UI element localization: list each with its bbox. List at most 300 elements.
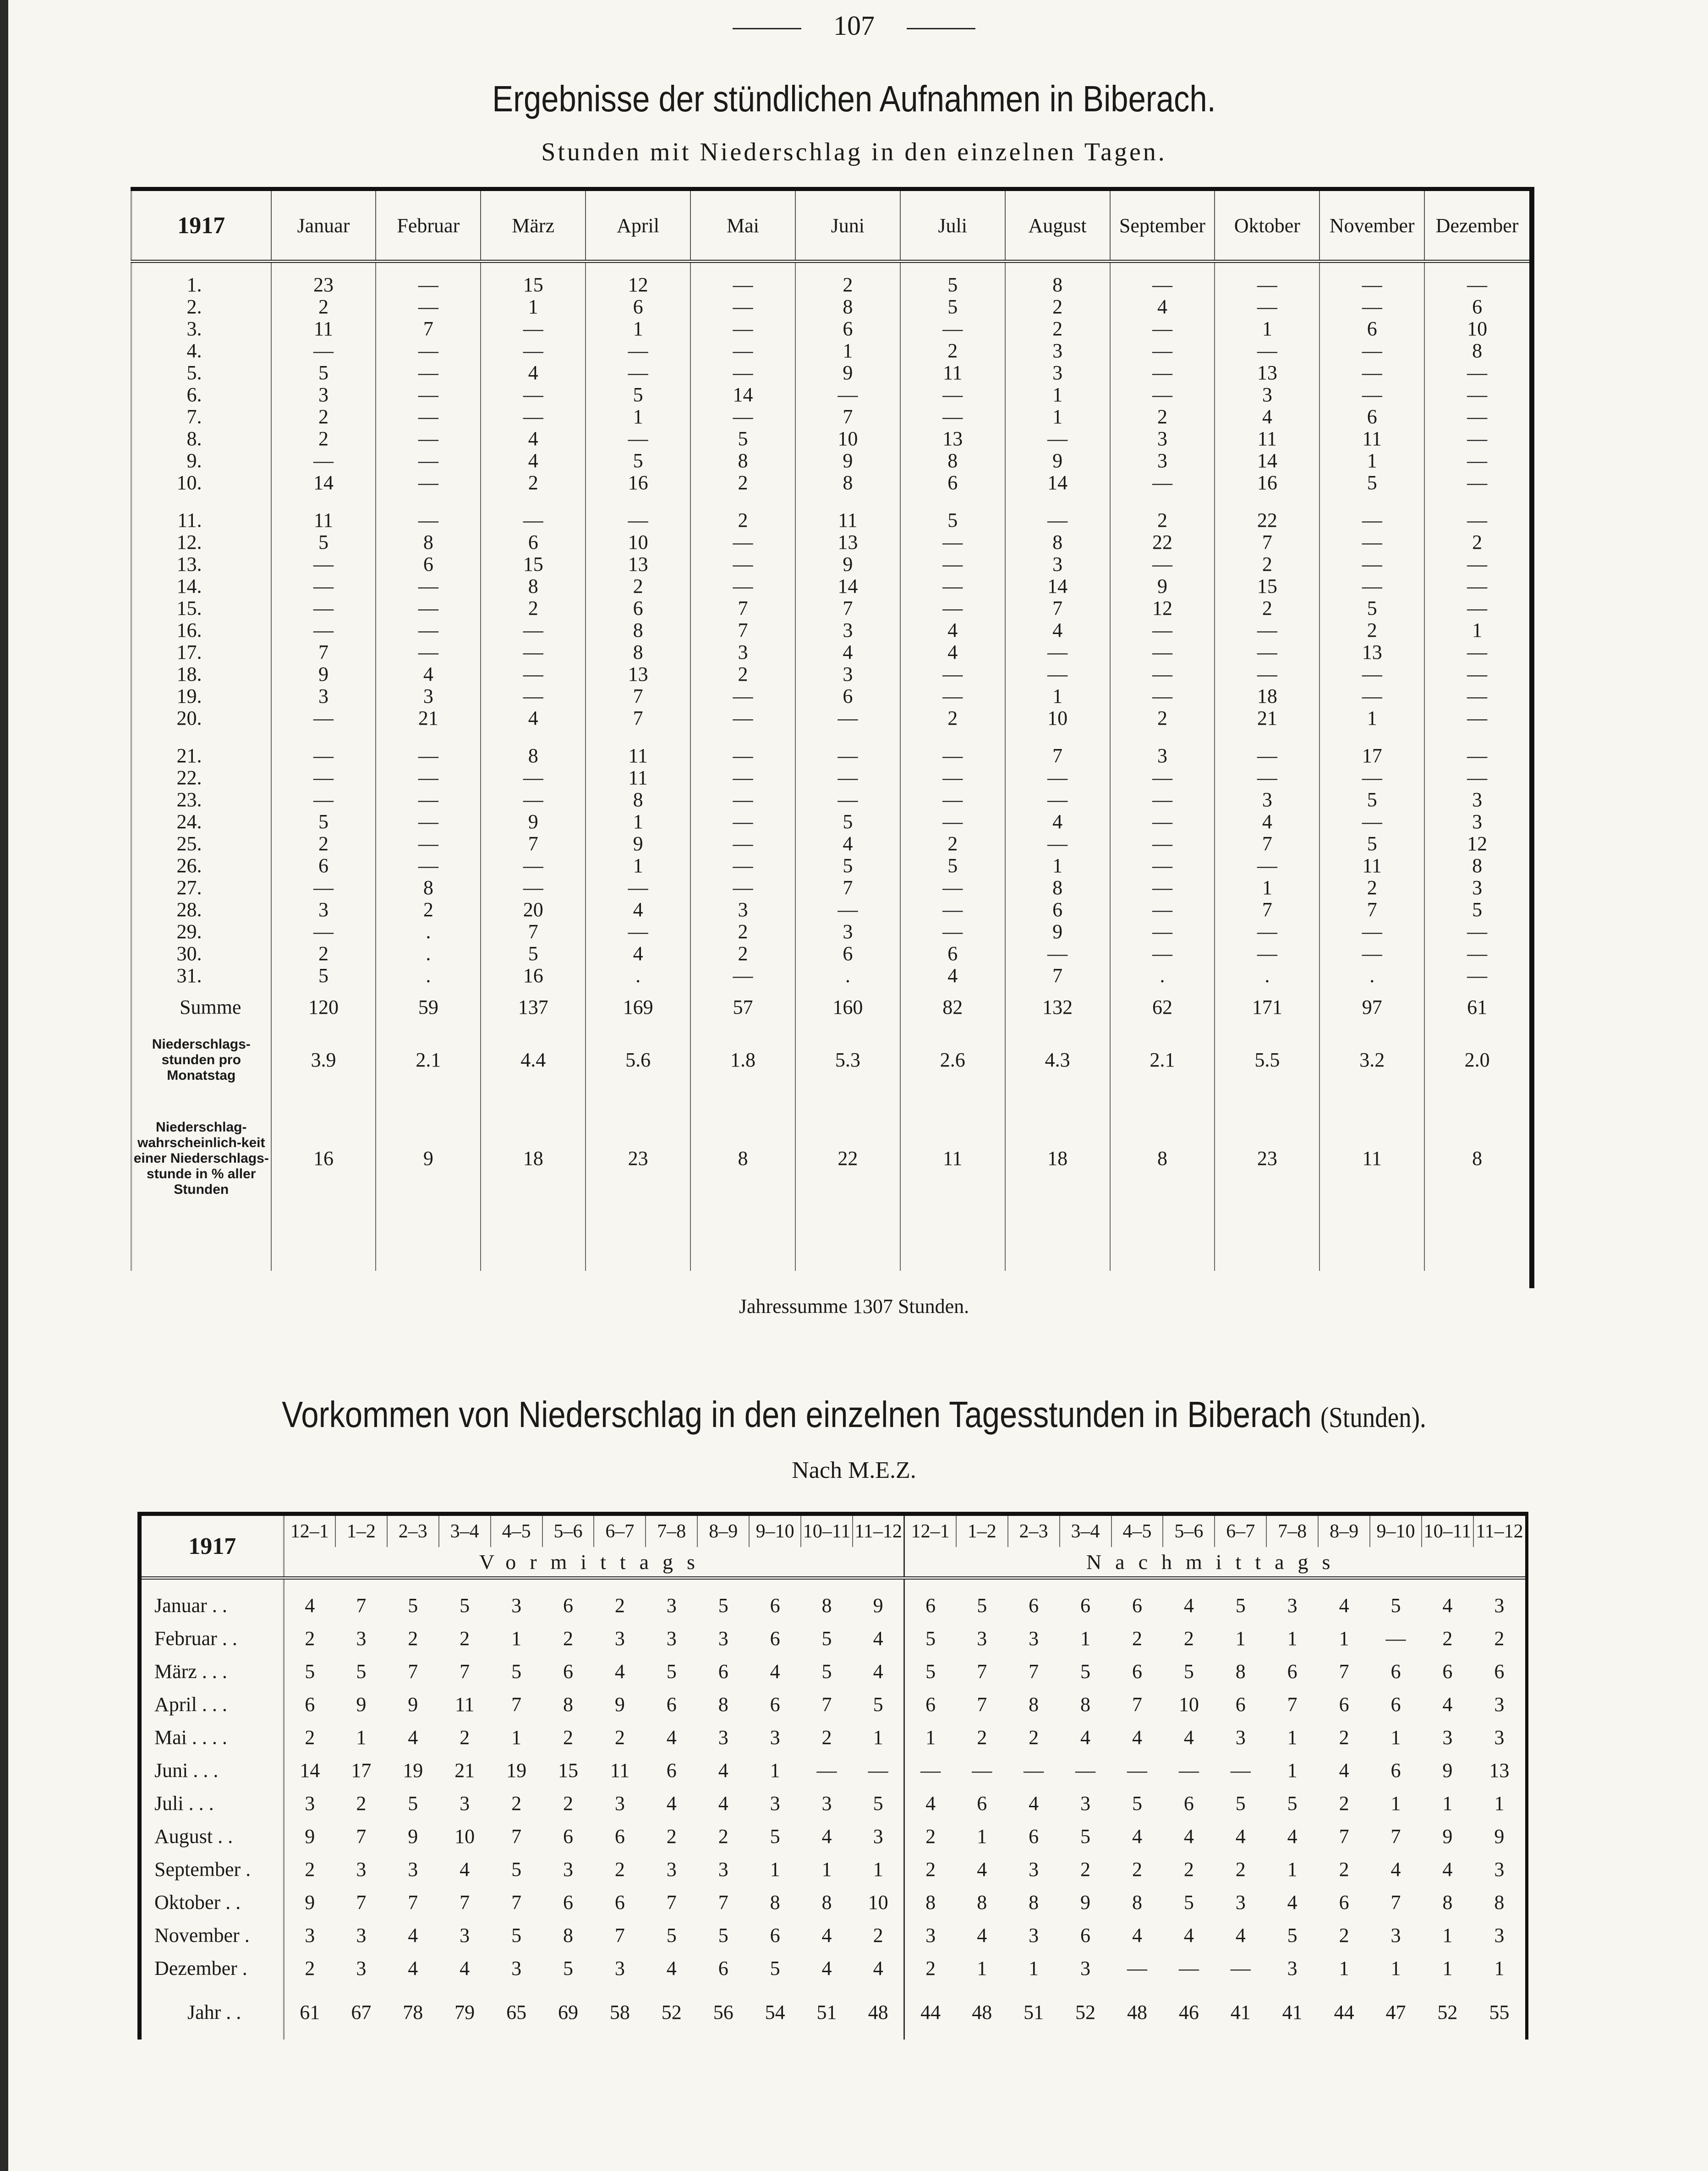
value-cell: 2 — [271, 943, 376, 965]
value-cell: 65 — [506, 2001, 527, 2023]
hour-header: 9–10 — [749, 1516, 801, 1547]
day-label: 4. — [131, 340, 271, 362]
value-cell: 7 — [977, 1660, 987, 1683]
value-cell: 5.5 — [1215, 1028, 1319, 1092]
day-label: 9. — [131, 450, 271, 472]
value-cell: . — [586, 965, 690, 987]
value-cell: 7 — [460, 1660, 470, 1683]
value-cell: 1 — [511, 1627, 522, 1650]
value-cell: 1 — [821, 1858, 832, 1881]
value-cell: 1 — [1287, 1858, 1297, 1881]
value-cell: 4 — [900, 965, 1005, 987]
day-row — [131, 428, 1530, 450]
value-cell: — — [900, 899, 1005, 921]
value-cell: — — [1215, 745, 1319, 767]
value-cell: 8 — [1132, 1891, 1142, 1914]
spacer-cell — [131, 1225, 271, 1271]
month-label: Juni . . . — [142, 1754, 284, 1787]
day-row — [131, 899, 1530, 921]
value-cell: 3 — [408, 1858, 418, 1881]
value-cell: 3 — [873, 1825, 883, 1848]
spacer-cell — [1110, 494, 1215, 509]
value-cell: 3 — [770, 1726, 780, 1749]
day-row — [131, 965, 1530, 987]
value-cell: — — [376, 789, 481, 811]
value-cell: 14 — [795, 575, 900, 597]
value-cell: 4 — [460, 1858, 470, 1881]
value-cell: 137 — [481, 987, 586, 1028]
value-cell: 6 — [1390, 1660, 1401, 1683]
value-cell: 2 — [904, 1820, 956, 1853]
value-cell: 1 — [1494, 1792, 1505, 1815]
value-cell: 4 — [1132, 1825, 1142, 1848]
value-cell: — — [1424, 767, 1529, 789]
value-cell: — — [376, 472, 481, 494]
value-cell: 2 — [873, 1924, 883, 1947]
value-cell: 5 — [666, 1924, 677, 1947]
value-cell: 5 — [1132, 1792, 1142, 1815]
value-cell: — — [376, 296, 481, 318]
month-label: Februar . . — [142, 1622, 284, 1655]
value-cell: — — [1215, 340, 1319, 362]
value-cell: 4 — [1183, 1594, 1194, 1617]
value-cell: 9 — [305, 1825, 315, 1848]
value-cell: 1 — [1005, 406, 1110, 428]
value-cell: 6 — [1029, 1825, 1039, 1848]
value-cell: 5 — [586, 384, 690, 406]
value-cell: — — [1424, 685, 1529, 707]
value-cell: — — [900, 384, 1005, 406]
value-cell: 3.2 — [1319, 1028, 1424, 1092]
month-label: April . . . — [142, 1688, 284, 1721]
month-label: Dezember . — [142, 1952, 284, 1985]
value-cell: 4 — [1442, 1858, 1453, 1881]
month-header: Oktober — [1215, 191, 1319, 262]
value-cell: 7 — [1005, 965, 1110, 987]
value-cell: 6 — [666, 1759, 677, 1782]
value-cell: 1 — [1319, 707, 1424, 729]
value-cell: 6 — [900, 943, 1005, 965]
value-cell: 6 — [1339, 1891, 1349, 1914]
value-cell: 11 — [1215, 428, 1319, 450]
value-cell: 2 — [977, 1726, 987, 1749]
value-cell: 4 — [481, 707, 586, 729]
month-header: Juli — [900, 191, 1005, 262]
value-cell: — — [1005, 428, 1110, 450]
page-number — [0, 10, 1708, 42]
value-cell: 2 — [305, 1726, 315, 1749]
value-cell: 1 — [795, 340, 900, 362]
value-cell: 6 — [1029, 1594, 1039, 1617]
value-cell: 5 — [305, 1660, 315, 1683]
value-cell: 1 — [873, 1858, 883, 1881]
value-cell: — — [1178, 1957, 1199, 1980]
value-cell: — — [795, 789, 900, 811]
value-cell: 14 — [300, 1759, 320, 1782]
value-cell: 52 — [1437, 2001, 1458, 2023]
value-cell: 3 — [356, 1957, 367, 1980]
value-cell: 4 — [1215, 811, 1319, 833]
value-cell: 2 — [614, 1858, 625, 1881]
value-cell: 3 — [356, 1858, 367, 1881]
value-cell: — — [900, 811, 1005, 833]
value-cell: 6 — [271, 855, 376, 877]
spacer-cell — [795, 729, 900, 745]
value-cell: 3 — [795, 619, 900, 641]
value-cell: 2.1 — [376, 1028, 481, 1092]
value-cell: 7 — [1390, 1825, 1401, 1848]
value-cell: 3 — [305, 1792, 315, 1815]
value-cell: 6 — [563, 1891, 573, 1914]
value-cell: 4 — [821, 1957, 832, 1980]
month-label: Mai . . . . — [142, 1721, 284, 1754]
hour-header: 12–1 — [904, 1516, 956, 1547]
month-row — [142, 1919, 1525, 1952]
value-cell: 3 — [666, 1858, 677, 1881]
value-cell: 4 — [481, 428, 586, 450]
day-row — [131, 833, 1530, 855]
spacer-cell — [1110, 729, 1215, 745]
month-header: August — [1005, 191, 1110, 262]
value-cell: — — [1110, 767, 1215, 789]
value-cell: 6 — [1390, 1759, 1401, 1782]
value-cell: 2 — [1319, 619, 1424, 641]
value-cell: 2 — [460, 1726, 470, 1749]
value-cell: — — [795, 767, 900, 789]
value-cell: 10 — [795, 428, 900, 450]
value-cell: 5 — [1080, 1660, 1091, 1683]
value-cell: 2 — [1110, 509, 1215, 531]
day-label: 24. — [131, 811, 271, 833]
table2-year: 1917 — [142, 1516, 284, 1578]
spacer-cell — [795, 494, 900, 509]
value-cell: — — [481, 641, 586, 663]
value-cell: — — [1110, 833, 1215, 855]
value-cell: 6 — [795, 318, 900, 340]
value-cell: 61 — [300, 2001, 320, 2023]
value-cell: 4 — [900, 641, 1005, 663]
value-cell: 4 — [718, 1792, 728, 1815]
value-cell: 4 — [873, 1627, 883, 1650]
month-header: März — [481, 191, 586, 262]
value-cell: 6 — [1132, 1660, 1142, 1683]
table2-frame — [137, 1512, 1528, 2040]
value-cell: 4 — [1390, 1858, 1401, 1881]
value-cell: 6 — [718, 1660, 728, 1683]
value-cell: 10 — [1005, 707, 1110, 729]
value-cell: 13 — [795, 531, 900, 553]
value-cell: 7 — [408, 1660, 418, 1683]
value-cell: 8 — [1005, 877, 1110, 899]
value-cell: 41 — [1230, 2001, 1251, 2023]
spacer-row — [131, 729, 1530, 745]
value-cell: 1 — [1029, 1957, 1039, 1980]
value-cell: 8 — [586, 619, 690, 641]
value-cell: 82 — [900, 987, 1005, 1028]
value-cell: 7 — [1215, 833, 1319, 855]
value-cell: — — [690, 296, 795, 318]
day-row — [131, 384, 1530, 406]
value-cell: — — [690, 707, 795, 729]
value-cell: 16 — [271, 1092, 376, 1225]
day-label: 13. — [131, 553, 271, 575]
value-cell: 3 — [718, 1627, 728, 1650]
value-cell: 15 — [558, 1759, 578, 1782]
value-cell: — — [586, 428, 690, 450]
value-cell: 41 — [1282, 2001, 1303, 2023]
value-cell: 4 — [900, 619, 1005, 641]
value-cell: 48 — [868, 2001, 888, 2023]
value-cell: — — [481, 406, 586, 428]
value-cell: — — [1424, 597, 1529, 619]
value-cell: 2 — [305, 1957, 315, 1980]
value-cell: 4 — [305, 1594, 315, 1617]
value-cell: 6 — [795, 685, 900, 707]
month-label: Juli . . . — [142, 1787, 284, 1820]
value-cell: 1 — [1424, 619, 1529, 641]
value-cell: 9 — [356, 1693, 367, 1716]
value-cell: — — [690, 362, 795, 384]
value-cell: 5 — [1319, 833, 1424, 855]
day-label: 27. — [131, 877, 271, 899]
spacer-cell — [690, 729, 795, 745]
value-cell: 2 — [1183, 1858, 1194, 1881]
value-cell: 2 — [563, 1726, 573, 1749]
value-cell: 6 — [770, 1594, 780, 1617]
value-cell: 2 — [271, 833, 376, 855]
value-cell: 3 — [1494, 1693, 1505, 1716]
value-cell: 5.6 — [586, 1028, 690, 1092]
value-cell: 5 — [356, 1660, 367, 1683]
value-cell: — — [376, 619, 481, 641]
value-cell: 7 — [821, 1693, 832, 1716]
value-cell: 7 — [271, 641, 376, 663]
table1-title: Ergebnisse der stündlichen Aufnahmen in Biberach. — [492, 78, 1216, 119]
day-label: 23. — [131, 789, 271, 811]
value-cell: 44 — [1334, 2001, 1354, 2023]
value-cell: 2 — [481, 597, 586, 619]
table2-period-row — [142, 1547, 1525, 1578]
day-label: 14. — [131, 575, 271, 597]
day-row — [131, 811, 1530, 833]
day-label: 17. — [131, 641, 271, 663]
value-cell: — — [690, 262, 795, 296]
value-cell: 4 — [481, 450, 586, 472]
value-cell: 6 — [770, 1924, 780, 1947]
value-cell: 5 — [271, 531, 376, 553]
value-cell: 4 — [873, 1957, 883, 1980]
value-cell: 3 — [511, 1957, 522, 1980]
value-cell: — — [1230, 1759, 1251, 1782]
value-cell: 5 — [511, 1660, 522, 1683]
value-cell: 6 — [666, 1693, 677, 1716]
value-cell: — — [271, 745, 376, 767]
hour-header: 1–2 — [335, 1516, 387, 1547]
value-cell: 7 — [1390, 1891, 1401, 1914]
value-cell: 3 — [1424, 811, 1529, 833]
value-cell: — — [481, 663, 586, 685]
value-cell: 7 — [690, 619, 795, 641]
value-cell: 6 — [305, 1693, 315, 1716]
value-cell: 5 — [977, 1594, 987, 1617]
value-cell: — — [586, 362, 690, 384]
spacer-cell — [1319, 494, 1424, 509]
day-row — [131, 296, 1530, 318]
value-cell: 7 — [795, 877, 900, 899]
value-cell: 5 — [408, 1594, 418, 1617]
value-cell: 6 — [563, 1660, 573, 1683]
value-cell: — — [900, 318, 1005, 340]
value-cell: 16 — [586, 472, 690, 494]
value-cell: — — [690, 406, 795, 428]
value-cell: — — [481, 340, 586, 362]
spacer-cell — [376, 494, 481, 509]
spacer-row — [131, 494, 1530, 509]
value-cell: — — [481, 685, 586, 707]
value-cell: — — [795, 899, 900, 921]
table1-body — [131, 262, 1530, 1271]
value-cell: 14 — [1005, 472, 1110, 494]
value-cell: — — [690, 318, 795, 340]
value-cell: — — [690, 553, 795, 575]
value-cell: 1 — [511, 1726, 522, 1749]
month-row — [142, 1886, 1525, 1919]
value-cell: 3 — [1390, 1924, 1401, 1947]
hour-header: 2–3 — [1008, 1516, 1060, 1547]
value-cell: 22 — [1215, 509, 1319, 531]
value-cell: 3 — [795, 921, 900, 943]
value-cell: 2 — [271, 296, 376, 318]
hour-header: 4–5 — [1111, 1516, 1163, 1547]
value-cell: 2 — [305, 1627, 315, 1650]
value-cell: 1 — [586, 406, 690, 428]
value-cell: 2 — [586, 575, 690, 597]
value-cell: 3 — [1287, 1594, 1297, 1617]
per-day-label: Niederschlags-stunden pro Monatstag — [131, 1028, 271, 1092]
value-cell: — — [1110, 877, 1215, 899]
value-cell: 2 — [1319, 877, 1424, 899]
value-cell: 5 — [770, 1825, 780, 1848]
value-cell: 9 — [376, 1092, 481, 1225]
value-cell: — — [900, 921, 1005, 943]
month-label: September . — [142, 1853, 284, 1886]
value-cell: 13 — [1319, 641, 1424, 663]
value-cell: 7 — [1029, 1660, 1039, 1683]
value-cell: — — [1424, 428, 1529, 450]
day-row — [131, 619, 1530, 641]
value-cell: 4 — [481, 362, 586, 384]
value-cell: 3 — [718, 1858, 728, 1881]
value-cell: — — [1215, 855, 1319, 877]
value-cell: 5 — [770, 1957, 780, 1980]
value-cell: 4 — [1215, 406, 1319, 428]
value-cell: 132 — [1005, 987, 1110, 1028]
value-cell: 5 — [795, 811, 900, 833]
spacer-cell — [1005, 494, 1110, 509]
value-cell: 8 — [1494, 1891, 1505, 1914]
value-cell: — — [376, 833, 481, 855]
hour-of-day-table — [142, 1516, 1525, 2040]
value-cell: 11 — [1319, 428, 1424, 450]
value-cell: — — [1319, 921, 1424, 943]
value-cell: 2 — [821, 1726, 832, 1749]
value-cell: — — [816, 1759, 837, 1782]
spacer-cell — [271, 494, 376, 509]
value-cell: — — [900, 877, 1005, 899]
value-cell: — — [376, 428, 481, 450]
value-cell: 5 — [821, 1627, 832, 1650]
day-label: 25. — [131, 833, 271, 855]
value-cell: . — [1319, 965, 1424, 987]
value-cell: 3 — [356, 1924, 367, 1947]
value-cell: — — [1215, 641, 1319, 663]
value-cell: 8 — [563, 1924, 573, 1947]
per-day-row — [131, 1028, 1530, 1092]
value-cell: 5 — [1183, 1891, 1194, 1914]
value-cell: 6 — [614, 1825, 625, 1848]
label-nachmittags: Nachmittags — [904, 1547, 1525, 1578]
value-cell: — — [376, 262, 481, 296]
value-cell: 6 — [904, 1578, 956, 1622]
value-cell: — — [1075, 1759, 1096, 1782]
value-cell: 7 — [795, 597, 900, 619]
value-cell: 8 — [481, 575, 586, 597]
day-label: 11. — [131, 509, 271, 531]
value-cell: 7 — [511, 1825, 522, 1848]
value-cell: — — [376, 362, 481, 384]
value-cell: — — [795, 707, 900, 729]
value-cell: 4 — [1235, 1825, 1246, 1848]
day-row — [131, 531, 1530, 553]
day-label: 10. — [131, 472, 271, 494]
month-header: April — [586, 191, 690, 262]
value-cell: 8 — [1005, 262, 1110, 296]
binding-edge — [0, 0, 8, 2171]
value-cell: — — [900, 663, 1005, 685]
value-cell: 3 — [666, 1627, 677, 1650]
value-cell: 21 — [454, 1759, 475, 1782]
value-cell: 8 — [690, 1092, 795, 1225]
value-cell: — — [1319, 362, 1424, 384]
probability-row — [131, 1092, 1530, 1225]
value-cell: 4 — [1183, 1924, 1194, 1947]
value-cell: 9 — [795, 450, 900, 472]
value-cell: — — [271, 707, 376, 729]
value-cell: 62 — [1110, 987, 1215, 1028]
value-cell: 3.9 — [271, 1028, 376, 1092]
value-cell: 1 — [873, 1726, 883, 1749]
value-cell: 1 — [1442, 1924, 1453, 1947]
value-cell: 16 — [1215, 472, 1319, 494]
value-cell: 6 — [1319, 406, 1424, 428]
value-cell: 3 — [1235, 1726, 1246, 1749]
value-cell: — — [586, 921, 690, 943]
spacer-cell — [690, 494, 795, 509]
value-cell: — — [1110, 811, 1215, 833]
value-cell: 1 — [1215, 877, 1319, 899]
value-cell: — — [1215, 921, 1319, 943]
value-cell: 160 — [795, 987, 900, 1028]
value-cell: 7 — [460, 1891, 470, 1914]
value-cell: — — [1110, 641, 1215, 663]
spacer-cell — [481, 494, 586, 509]
value-cell: 1 — [1390, 1957, 1401, 1980]
value-cell: 1 — [1287, 1759, 1297, 1782]
day-row — [131, 877, 1530, 899]
value-cell: 5 — [873, 1693, 883, 1716]
value-cell: 7 — [511, 1693, 522, 1716]
summe-row — [131, 987, 1530, 1028]
